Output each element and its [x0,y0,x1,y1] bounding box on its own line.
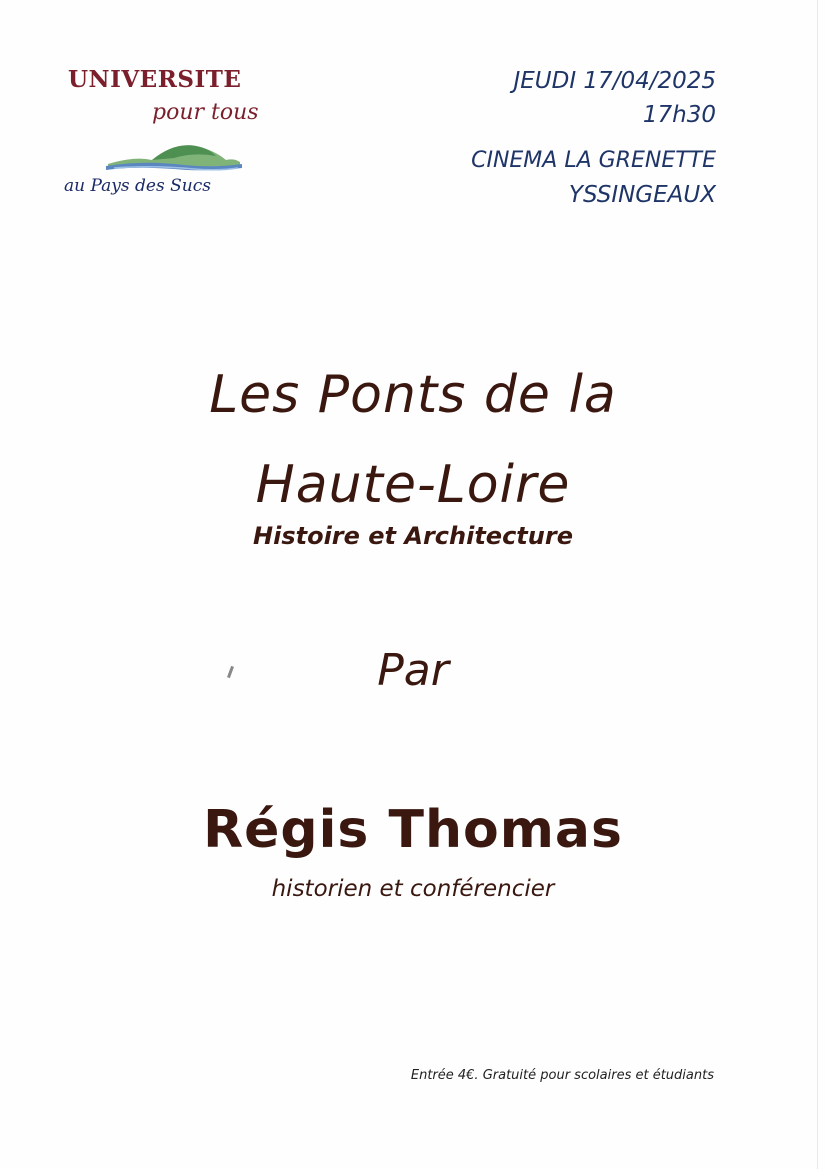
logo-subtitle: pour tous [152,100,259,125]
talk-subtitle: Histoire et Architecture [253,522,573,550]
hills-icon [104,138,244,174]
event-info [471,64,716,212]
talk-title [0,350,826,530]
event-city: YSSINGEAUX [568,182,716,208]
admission-note: Entrée 4€. Gratuité pour scolaires et étudiants [410,1068,714,1083]
event-time: 17h30 [642,102,716,128]
organization-logo [62,66,302,206]
speaker-role: historien et conférencier [271,876,555,902]
scan-edge-line [817,0,818,1169]
logo-place: au Pays des Sucs [64,176,211,196]
speaker-name: Régis Thomas [203,800,623,860]
by-label: Par [377,645,449,696]
talk-title-line2: Haute-Loire [255,455,571,515]
talk-title-line1: Les Ponts de la [209,365,617,425]
event-venue: CINEMA LA GRENETTE [471,148,716,173]
logo-title: UNIVERSITE [68,66,242,93]
event-date: JEUDI 17/04/2025 [513,68,716,94]
